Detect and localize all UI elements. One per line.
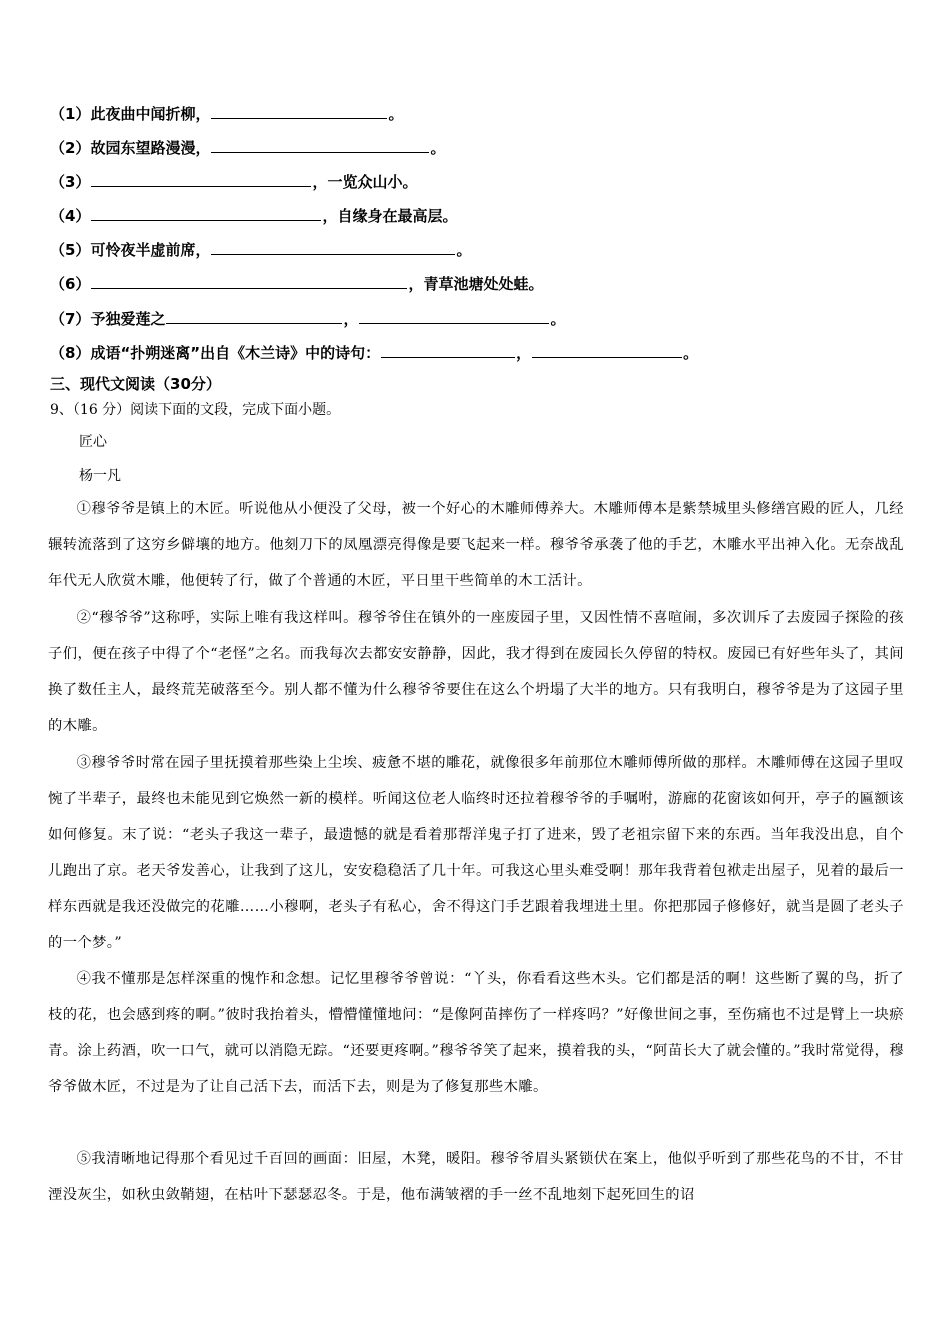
item-text: 故园东望路漫漫， xyxy=(90,139,211,157)
item-number: （8） xyxy=(50,344,91,362)
paragraph-1: ①穆爷爷是镇上的木匠。听说他从小便没了父母，被一个好心的木雕师傅养大。木雕师傅本是紫禁城里头修缮宫殿的匠人，几经辗转流落到了这穷乡僻壤的地方。他刻刀下的凤凰漂亮得像是要飞起来一样。穆爷爷承袭了他的手艺，木雕水平出神入化。无奈战乱年代无人欣赏木雕，他便转了行，做了个普通的木匠，平日里干些简单的木工活计。 xyxy=(48,501,904,589)
item-number: （6） xyxy=(50,275,91,293)
item-number: （2） xyxy=(50,139,91,157)
answer-blank[interactable] xyxy=(91,273,407,289)
answer-blank[interactable] xyxy=(211,239,455,255)
answer-blank[interactable] xyxy=(359,308,549,324)
item-text: 。 xyxy=(456,241,472,259)
answer-blank[interactable] xyxy=(211,137,429,153)
item-text: 。 xyxy=(388,105,404,123)
item-text: 。 xyxy=(550,310,566,328)
item-text: ， xyxy=(516,344,532,362)
item-text: 予独爱莲之 xyxy=(90,310,166,328)
answer-blank[interactable] xyxy=(91,171,311,187)
item-text: ， xyxy=(343,310,359,328)
item-text: 此夜曲中闻折柳， xyxy=(90,105,211,123)
item-text: 。 xyxy=(430,139,446,157)
paragraph-3: ③穆爷爷时常在园子里抚摸着那些染上尘埃、疲惫不堪的雕花，就像很多年前那位木雕师傅所做的那样。木雕师傅在这园子里叹惋了半辈子，最终也未能见到它焕然一新的模样。听闻这位老人临终时还拉着穆爷爷的手嘱咐，游廊的花窗该如何开，亭子的匾额该如何修复。末了说：“老头子我这一辈子，最遗憾的就是看着那帮洋鬼子打了进来，毁了老祖宗留下来的东西。当年我没出息，自个儿跑出了京。老天爷发善心，让我到了这儿，安安稳稳活了几十年。可我这心里头难受啊！那年我背着包袱走出屋子，见着的最后一样东西就是我还没做完的花雕……小穆啊，老头子有私心，舍不得这门手艺跟着我埋进土里。你把那园子修修好，就当是圆了老头子的一个梦。” xyxy=(48,755,904,951)
fill-blank-2 xyxy=(50,137,910,158)
item-text: 。 xyxy=(683,344,699,362)
item-number: （1） xyxy=(50,105,91,123)
paragraph-4: ④我不懂那是怎样深重的愧怍和念想。记忆里穆爷爷曾说：“丫头，你看看这些木头。它们都是活的啊！这些断了翼的鸟，折了枝的花，也会感到疼的啊。”彼时我抬着头，懵懵懂懂地问：“是像阿苗摔伤了一样疼吗？”好像世间之事，至伤痛也不过是臂上一块瘀青。涂上药酒，吹一口气，就可以消隐无踪。“还要更疼啊。”穆爷爷笑了起来，摸着我的头，“阿苗长大了就会懂的。”我时常觉得，穆爷爷做木匠，不过是为了让自己活下去，而活下去，则是为了修复那些木雕。 xyxy=(48,971,904,1095)
paragraph-5: ⑤我清晰地记得那个看见过千百回的画面：旧屋，木凳，暖阳。穆爷爷眉头紧锁伏在案上，他似乎听到了那些花鸟的不甘，不甘湮没灰尘，如秋虫敛鞘翅，在枯叶下瑟瑟忍冬。于是，他布满皱褶的手一丝不乱地刻下起死回生的诏 xyxy=(48,1151,904,1203)
item-number: （3） xyxy=(50,173,91,191)
item-number: （5） xyxy=(50,241,91,259)
answer-blank[interactable] xyxy=(211,103,387,119)
answer-blank[interactable] xyxy=(381,342,515,358)
item-text: ，一览众山小。 xyxy=(312,173,418,191)
article-author: 杨一凡 xyxy=(79,468,121,484)
item-text: 可怜夜半虚前席， xyxy=(90,241,211,259)
fill-blank-3 xyxy=(50,171,910,192)
item-number: （4） xyxy=(50,207,91,225)
answer-blank[interactable] xyxy=(532,342,682,358)
answer-blank[interactable] xyxy=(91,205,321,221)
fill-blank-4 xyxy=(50,205,910,226)
fill-blank-7 xyxy=(50,308,910,329)
item-text: ，自缘身在最高层。 xyxy=(322,207,458,225)
answer-blank[interactable] xyxy=(166,308,342,324)
item-text: 成语“扑朔迷离”出自《木兰诗》中的诗句： xyxy=(90,344,381,362)
fill-blank-8 xyxy=(50,342,910,363)
paragraph-2: ②“穆爷爷”这称呼，实际上唯有我这样叫。穆爷爷住在镇外的一座废园子里，又因性情不喜喧闹，多次训斥了去废园子探险的孩子们，便在孩子中得了个“老怪”之名。而我每次去都安安静静，因此，我才得到在废园长久停留的特权。废园已有好些年头了，其间换了数任主人，最终荒芜破落至今。别人都不懂为什么穆爷爷要住在这么个坍塌了大半的地方。只有我明白，穆爷爷是为了这园子里的木雕。 xyxy=(48,610,904,734)
item-text: ，青草池塘处处蛙。 xyxy=(408,275,544,293)
question-intro: 9、（16 分）阅读下面的文段，完成下面小题。 xyxy=(50,402,341,418)
section-heading: 三、现代文阅读（30分） xyxy=(50,375,221,393)
fill-blank-1 xyxy=(50,103,910,124)
fill-blank-5 xyxy=(50,239,910,260)
fill-blank-6 xyxy=(50,273,910,294)
item-number: （7） xyxy=(50,310,91,328)
article-title: 匠心 xyxy=(79,434,107,450)
